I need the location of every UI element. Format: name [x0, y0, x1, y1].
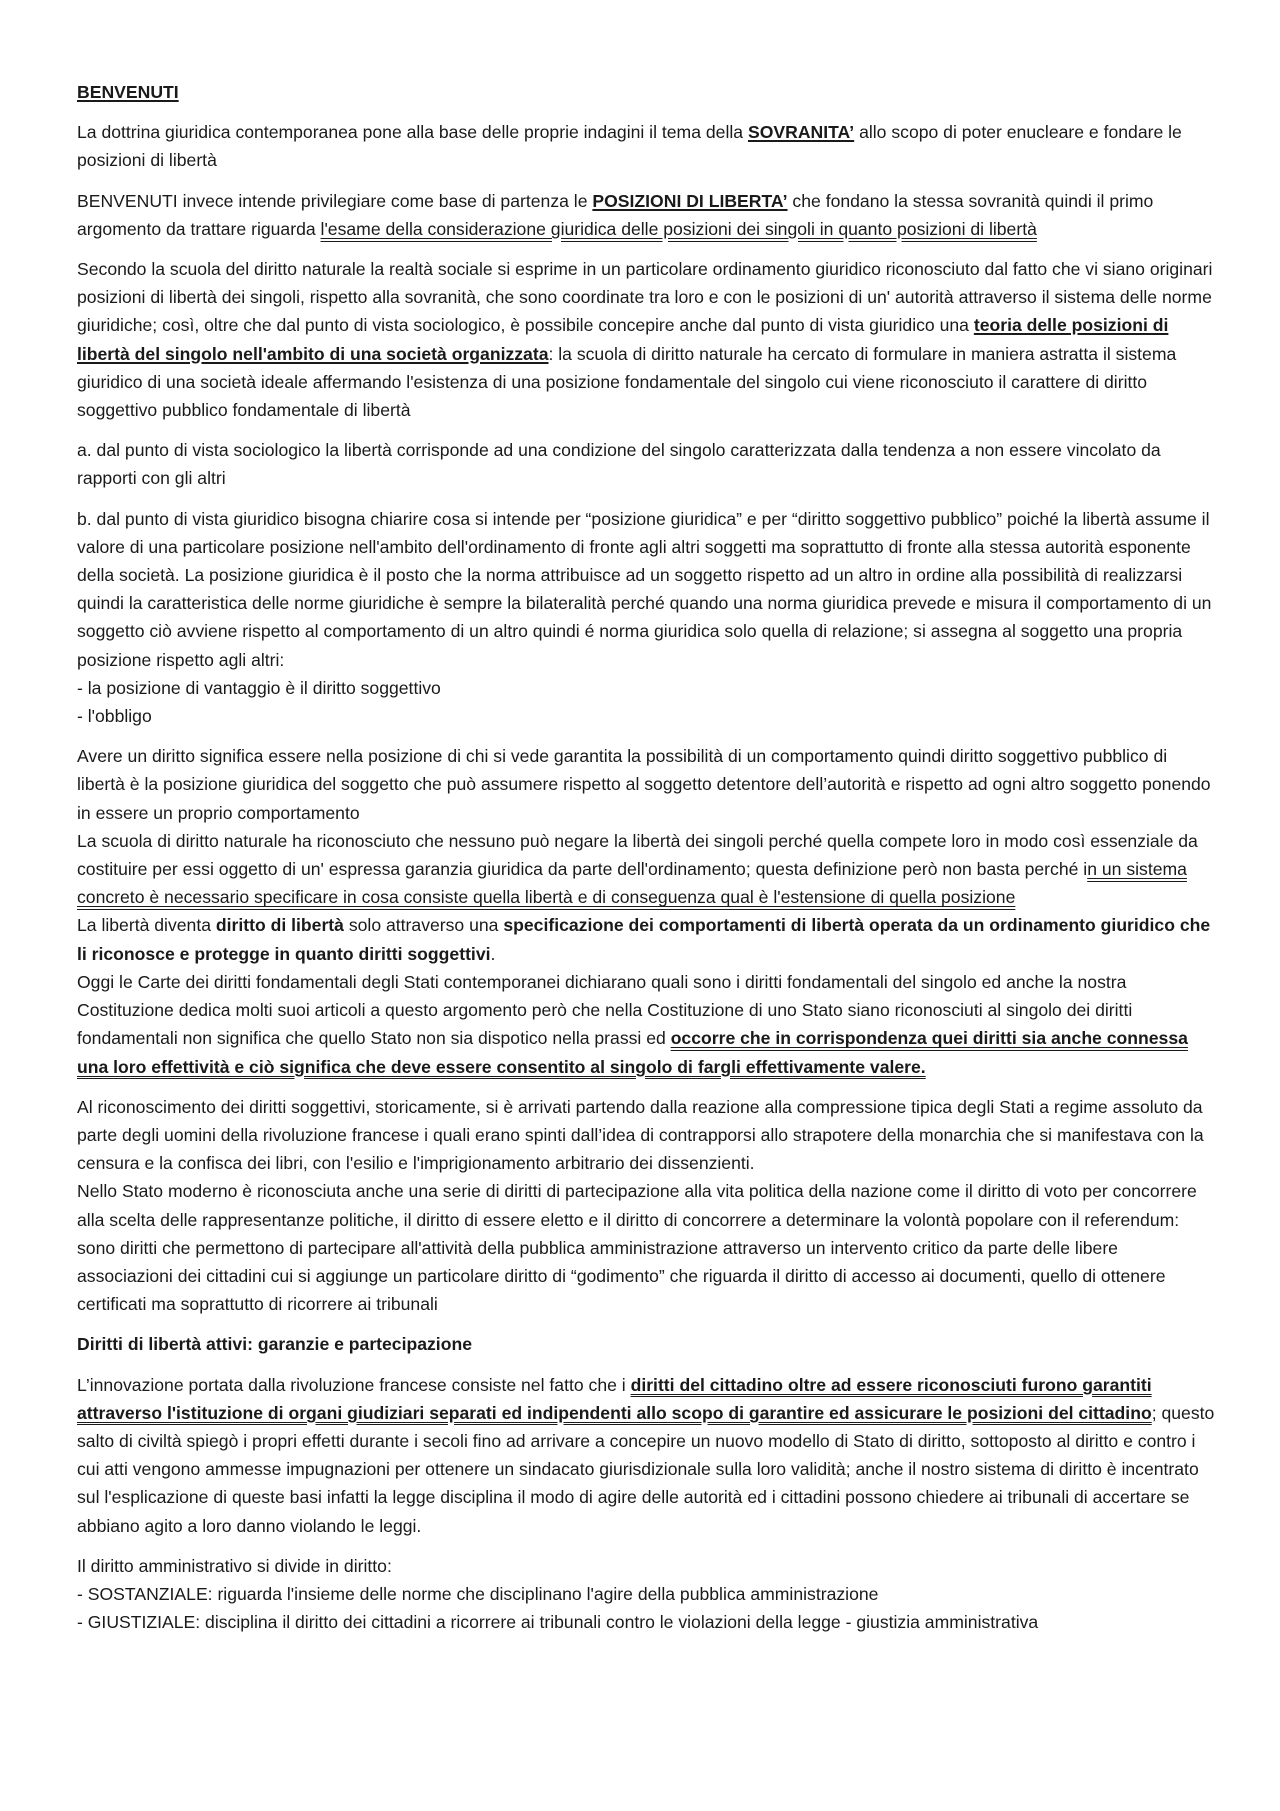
paragraph-diritto-liberta: La libertà diventa diritto di libertà solo attraverso una specificazione dei comportamenti di libertà operata da un ordinamento giuridico che li riconosce e protegge in quanto diritti soggettivi.	[77, 915, 1211, 964]
paragraph-avere-diritto: Avere un diritto significa essere nella posizione di chi si vede garantita la possibilità di un comportamento quindi diritto soggettivo pubblico di libertà è la posizione giuridica del soggetto che può assumere rispetto al soggetto detentore dell’autorità e rispetto ad ogni altro soggetto ponendo in essere un proprio comportamento	[77, 746, 1211, 823]
paragraph-punto-b: b. dal punto di vista giuridico bisogna chiarire cosa si intende per “posizione giuridica” e per “diritto soggettivo pubblico” poiché la libertà assume il valore di una particolare posizione nell'ambito dell'ordinamento di fronte agli altri soggetti ma soprattutto di fronte alla stessa autorità esponente della società. La posizione giuridica è il posto che la norma attribuisce ad un soggetto rispetto ad un altro in ordine alla possibilità di realizzarsi quindi la caratteristica delle norme giuridiche è sempre la bilateralità perché quando una norma giuridica prevede e misura il comportamento di un soggetto ciò avviene rispetto al comportamento di un altro quindi é norma giuridica solo quella di relazione; si assegna al soggetto una propria posizione rispetto agli altri: - la posizione di vantaggio è il diritto soggettivo - l'obbligo	[77, 505, 1218, 731]
list-item: - SOSTANZIALE: riguarda l'insieme delle norme che disciplinano l'agire della pubblica amministrazione	[77, 1583, 879, 1604]
paragraph-carte-diritti: Oggi le Carte dei diritti fondamentali degli Stati contemporanei dichiarano quali sono i diritti fondamentali del singolo ed anche la nostra Costituzione dedica molti suoi articoli a questo argomento però che nella Costituzione di uno Stato siano riconosciuti al singolo dei diritti fondamentali non significa che quello Stato non sia dispotico nella prassi ed occorre che in corrispondenza quei diritti sia anche connessa una loro effettività e ciò significa che deve essere consentito al singolo di fargli effettivamente valere.	[77, 971, 1188, 1077]
highlight-teoria: teoria delle posizioni di libertà del singolo nell'ambito di una società organizzata	[77, 315, 1169, 364]
underlined-sistema-concreto: n un sistema concreto è necessario specificare in cosa consiste quella libertà e di conseguenza qual è l'estensione di quella posizione	[77, 859, 1187, 908]
list-item: - GIUSTIZIALE: disciplina il diritto dei cittadini a ricorrere ai tribunali contro le violazioni della legge - giustizia amministrativa	[77, 1612, 1039, 1633]
paragraph-scuola-naturale: La scuola di diritto naturale ha riconosciuto che nessuno può negare la libertà dei singoli perché quella compete loro in modo così essenziale da costituire per essi oggetto di un' espressa garanzia giuridica da parte dell'ordinamento; questa definizione però non basta perché in un sistema concreto è necessario specificare in cosa consiste quella libertà e di conseguenza qual è l'estensione di quella posizione	[77, 830, 1198, 908]
paragraph-diritto-naturale: Secondo la scuola del diritto naturale la realtà sociale si esprime in un particolare ordinamento giuridico riconosciuto dal fatto che vi siano originari posizioni di libertà dei singoli, rispetto alla sovranità, che sono coordinate tra loro e con le posizioni di un' autorità attraverso il sistema delle norme giuridiche; così, oltre che dal punto di vista sociologico, è possibile concepire anche dal punto di vista giuridico una teoria delle posizioni di libertà del singolo nell'ambito di una società organizzata: la scuola di diritto naturale ha cercato di formulare in maniera astratta il sistema giuridico di una società ideale affermando l'esistenza di una posizione fondamentale del singolo cui viene riconosciuto il carattere di diritto soggettivo pubblico fondamentale di libertà	[77, 259, 1213, 421]
list-item: - la posizione di vantaggio è il diritto soggettivo	[77, 677, 441, 698]
paragraph-innovazione: L’innovazione portata dalla rivoluzione francese consiste nel fatto che i diritti del cittadino oltre ad essere riconosciuti furono garantiti attraverso l'istituzione di organi giudiziari separati ed indipendenti allo scopo di garantire ed assicurare le posizioni del cittadino; questo salto di civiltà spiegò i propri effetti durante i secoli fino ad arrivare a concepire un nuovo modello di Stato di diritto, sottoposto al diritto e contro i cui atti vengono ammesse impugnazioni per ottenere un sindacato giurisdizionale sulla loro validità; anche il nostro sistema di diritto è incentrato sul l'esplicazione di queste basi infatti la legge disciplina il modo di agire delle autorità ed i cittadini possono chiedere ai tribunali di accertare se abbiano agito a loro danno violando le leggi.	[77, 1374, 1215, 1536]
highlight-effettivita: occorre che in corrispondenza quei diritti sia anche connessa una loro effettività e ciò significa che deve essere consentito al singolo di fargli effettivamente valere.	[77, 1028, 1188, 1077]
highlight-diritti-cittadino: diritti del cittadino oltre ad essere riconosciuti furono garantiti attraverso l'istituzione di organi giudiziari separati ed indipendenti allo scopo di garantire ed assicurare le posizioni del cittadino	[77, 1374, 1152, 1423]
paragraph-punto-a: a. dal punto di vista sociologico la libertà corrisponde ad una condizione del singolo caratterizzata dalla tendenza a non essere vincolato da rapporti con gli altri	[77, 440, 1161, 489]
paragraph-riconoscimento: Al riconoscimento dei diritti soggettivi, storicamente, si è arrivati partendo dalla reazione alla compressione tipica degli Stati a regime assoluto da parte degli uomini della rivoluzione francese i quali erano spinti dall’idea di contrapporsi allo strapotere della monarchia che si manifestava con la censura e la confisca dei libri, con l'esilio e l'imprigionamento arbitrario dei dissenzienti.	[77, 1096, 1204, 1174]
highlight-posizioni-liberta: POSIZIONI DI LIBERTA’	[592, 190, 788, 211]
highlight-sovranita: SOVRANITA’	[747, 122, 855, 143]
document-title: BENVENUTI	[77, 82, 179, 102]
paragraph-posizioni-liberta: BENVENUTI invece intende privilegiare come base di partenza le POSIZIONI DI LIBERTA’ che fondano la stessa sovranità quindi il primo argomento da trattare riguarda l'esame della considerazione giuridica delle posizioni dei singoli in quanto posizioni di libertà	[77, 190, 1154, 239]
paragraph-stato-moderno: Nello Stato moderno è riconosciuta anche una serie di diritti di partecipazione alla vita politica della nazione come il diritto di voto per concorrere alla scelta delle rappresentanze politiche, il diritto di essere eletto e il diritto di concorrere a determinare la volontà popolare con il referendum: sono diritti che permettono di partecipare all'attività della pubblica amministrazione attraverso un intervento critico da parte delle libere associazioni dei cittadini cui si aggiunge un particolare diritto di “godimento” che riguarda il diritto di accesso ai documenti, quello di ottenere certificati ma soprattutto di ricorrere ai tribunali	[77, 1181, 1197, 1315]
paragraph-sovranita: La dottrina giuridica contemporanea pone alla base delle proprie indagini il tema della SOVRANITA’ allo scopo di poter enucleare e fondare le posizioni di libertà	[77, 122, 1182, 171]
section-heading: Diritti di libertà attivi: garanzie e partecipazione	[77, 1334, 472, 1355]
underlined-esame: l'esame della considerazione giuridica delle posizioni dei singoli in quanto posizioni di libertà	[320, 218, 1037, 239]
list-item: - l'obbligo	[77, 706, 152, 727]
paragraph-diritto-amministrativo: Il diritto amministrativo si divide in diritto: - SOSTANZIALE: riguarda l'insieme delle norme che disciplinano l'agire della pubblica amministrazione - GIUSTIZIALE: disciplina il diritto dei cittadini a ricorrere ai tribunali contro le violazioni della legge - giustizia amministrativa	[77, 1552, 1218, 1637]
